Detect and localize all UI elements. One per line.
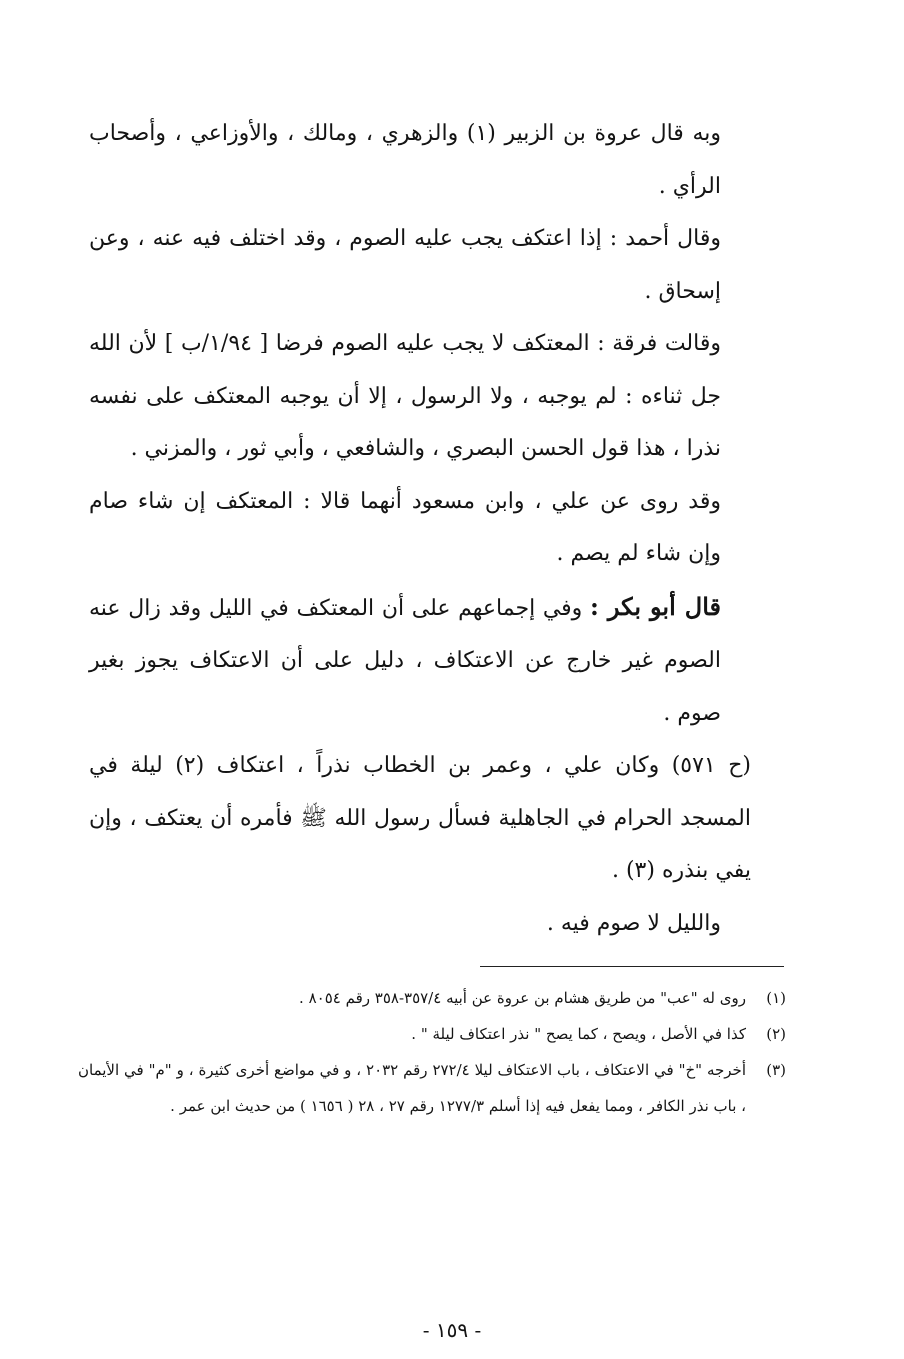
hadith-number: (ح ٥٧١) xyxy=(671,753,752,778)
footnote-divider xyxy=(480,966,784,967)
footnote-text: كذا في الأصل ، ويصح ، كما يصح " نذر اعتكاف ليلة " . xyxy=(411,1025,746,1043)
hadith-text: وكان علي ، وعمر بن الخطاب نذراً ، اعتكاف (٢) ليلة في المسجد الحرام في الجاهلية فسأل رسول الله ﷺ فأمره أن يعتكف ، وإن يفي بنذره (٣) . xyxy=(89,753,751,883)
abu-bakr-lead: قال أبو بكر : xyxy=(589,591,722,621)
paragraph-urwa: وبه قال عروة بن الزبير (١) والزهري ، ومالك ، والأوزاعي ، وأصحاب الرأي . xyxy=(89,121,722,199)
footnote-number: (١) xyxy=(766,989,786,1007)
footnote-3 xyxy=(78,1052,786,1124)
footnote-number: (٢) xyxy=(766,1025,786,1043)
paragraph-hadith xyxy=(89,740,751,898)
footnote-1 xyxy=(78,980,786,1016)
footnotes xyxy=(78,980,786,1124)
footnote-2 xyxy=(78,1016,786,1052)
paragraph-closing: والليل لا صوم فيه . xyxy=(546,910,721,936)
main-text xyxy=(89,108,752,950)
abu-bakr-text: وفي إجماعهم على أن المعتكف في الليل وقد زال عنه الصوم غير خارج عن الاعتكاف ، دليل على أن الاعتكاف يجوز بغير صوم . xyxy=(89,595,721,726)
footnote-text: أخرجه "خ" في الاعتكاف ، باب الاعتكاف ليلا ٢٧٢/٤ رقم ٢٠٣٢ ، و في مواضع أخرى كثيرة ، و "م" في الأيمان ، باب نذر الكافر ، ومما يفعل فيه إذا أسلم ١٢٧٧/٣ رقم ٢٧ ، ٢٨ ( ١٦٥٦ ) من حديث ابن عمر . xyxy=(78,1061,746,1115)
footnote-number: (٣) xyxy=(766,1061,786,1079)
paragraph-abu-bakr xyxy=(89,581,721,741)
paragraph-firqa: وقالت فرقة : المعتكف لا يجب عليه الصوم فرضا [ ١/٩٤/ب ] لأن الله جل ثناءه : لم يوجبه ، ولا الرسول ، إلا أن يوجبه المعتكف على نفسه نذرا ، هذا قول الحسن البصري ، والشافعي ، وأبي ثور ، والمزني . xyxy=(89,331,721,461)
paragraph-ahmad: وقال أحمد : إذا اعتكف يجب عليه الصوم ، وقد اختلف فيه عنه ، وعن إسحاق . xyxy=(89,226,721,304)
paragraph-ali-ibn-masud: وقد روى عن علي ، وابن مسعود أنهما قالا : المعتكف إن شاء صام وإن شاء لم يصم . xyxy=(89,488,721,566)
footnote-text: روى له "عب" من طريق هشام بن عروة عن أبيه ٣٥٧/٤-٣٥٨ رقم ٨٠٥٤ . xyxy=(299,989,746,1007)
page-number: - ١٥٩ - xyxy=(422,1318,482,1342)
